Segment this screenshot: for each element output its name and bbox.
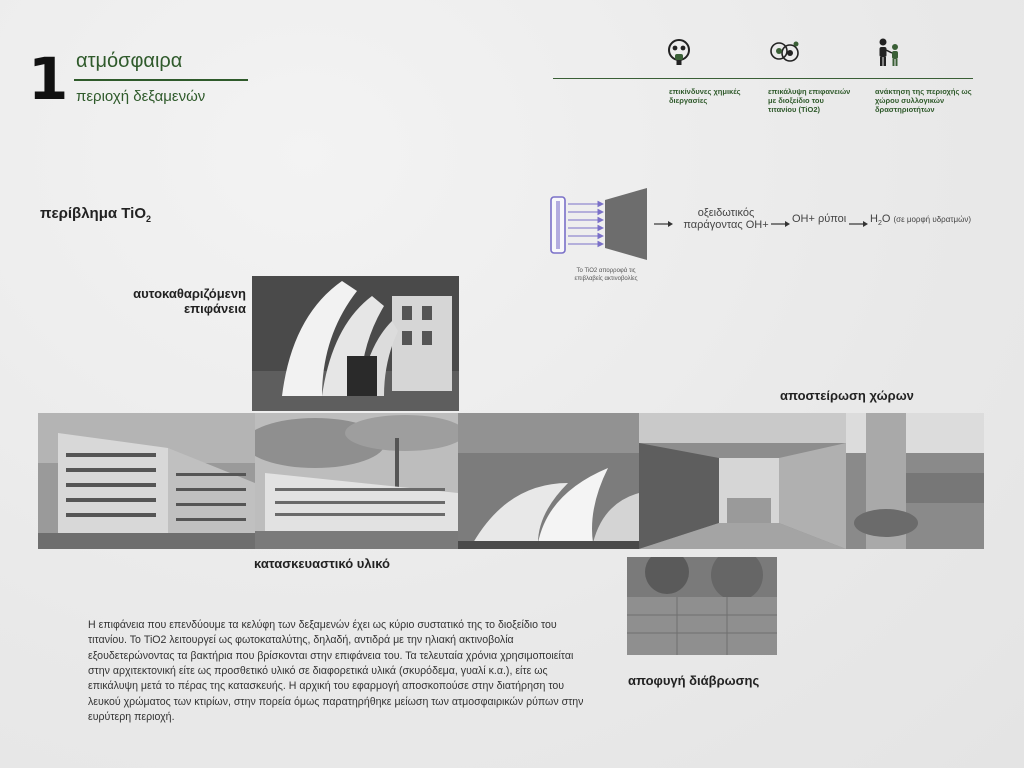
oxidizer-text: οξειδωτικός παράγοντας OH+ <box>683 207 769 231</box>
water-vapor-text: $H_2O$ (σε μορφή υδρατμών) <box>870 213 972 228</box>
page-subtitle: περιοχή δεξαμενών <box>76 88 206 105</box>
icon-caption-hazard: επικίνδυνες χημικές διεργασίες <box>669 87 741 105</box>
page-title: ατμόσφαιρα <box>76 50 183 72</box>
arrow-icon <box>770 216 790 226</box>
label-sterilization: αποστείρωση χώρων <box>780 388 914 403</box>
pollutants-text: OH+ ρύποι <box>792 213 847 225</box>
photo-stone-wall <box>627 557 777 655</box>
icon-caption-recovery: ανάκτηση της περιοχής ως χώρου συλλογικών δραστηριοτήτων <box>875 87 972 114</box>
gas-mask-icon <box>664 36 694 70</box>
people-activity-icon <box>874 36 904 70</box>
photo-horizontal-building <box>255 413 458 549</box>
photo-metal-pipe <box>846 413 984 549</box>
panel-caption: Το TiO2 απορροφά τις επιβλαβείς ακτινοβολίες <box>574 268 638 282</box>
tio2-panel <box>548 196 568 254</box>
icon-caption-coating: επικάλυψη επιφανειών με διοξείδιο του τιτανίου (TiO2) <box>768 87 851 114</box>
title-divider <box>74 79 248 81</box>
description-paragraph: Η επιφάνεια που επενδύουμε τα κελύφη των δεξαμενών έχει ως κύριο συστατικό της το διοξείδιο του τιτανίου. Το TiO2 λειτουργεί ως φωτοκαταλύτης, δηλαδή, αντιδρά με την ηλιακή ακτινοβολία εξουδετερώνοντας τα βακτήρια που βρίσκονται στην επιφάνεια του. Τα τελευταία χρόνια χρησιμοποιείται στην αρχιτεκτονική είτε ως προσθετικό υλικό σε διαφορετικά υλικά (σκυρόδεμα, γυαλί κ.α.), είτε ως επικάλυψη μετά το πέρας της κατασκευής. Η αρχική του εφαρμογή αποσκοπούσε στην διατήρηση του λευκού χρώματος των κτιρίων, στην πορεία όμως παρατηρήθηκε μείωση των ατμοσφαιρικών ρύπων στην ευρύτερη περιοχή. <box>88 619 584 724</box>
photo-self-cleaning-building <box>252 276 459 411</box>
arrow-icon <box>653 216 673 226</box>
photo-sterile-kitchen <box>639 413 846 549</box>
label-corrosion: αποφυγή διάβρωσης <box>628 673 760 688</box>
label-building-material: κατασκευαστικό υλικό <box>254 556 390 571</box>
photo-curved-shells <box>458 413 639 549</box>
label-self-cleaning: αυτοκαθαριζόμενη επιφάνεια <box>133 286 246 316</box>
section-number: 1 <box>28 45 69 113</box>
surface-block <box>603 186 649 262</box>
icons-divider <box>553 78 973 79</box>
uv-rays-arrows <box>566 196 604 254</box>
photo-office-building <box>38 413 255 549</box>
arrow-icon <box>848 216 868 226</box>
titanium-coating-icon <box>768 36 802 70</box>
section-title: περίβλημα TiO$_2$ <box>40 205 152 224</box>
